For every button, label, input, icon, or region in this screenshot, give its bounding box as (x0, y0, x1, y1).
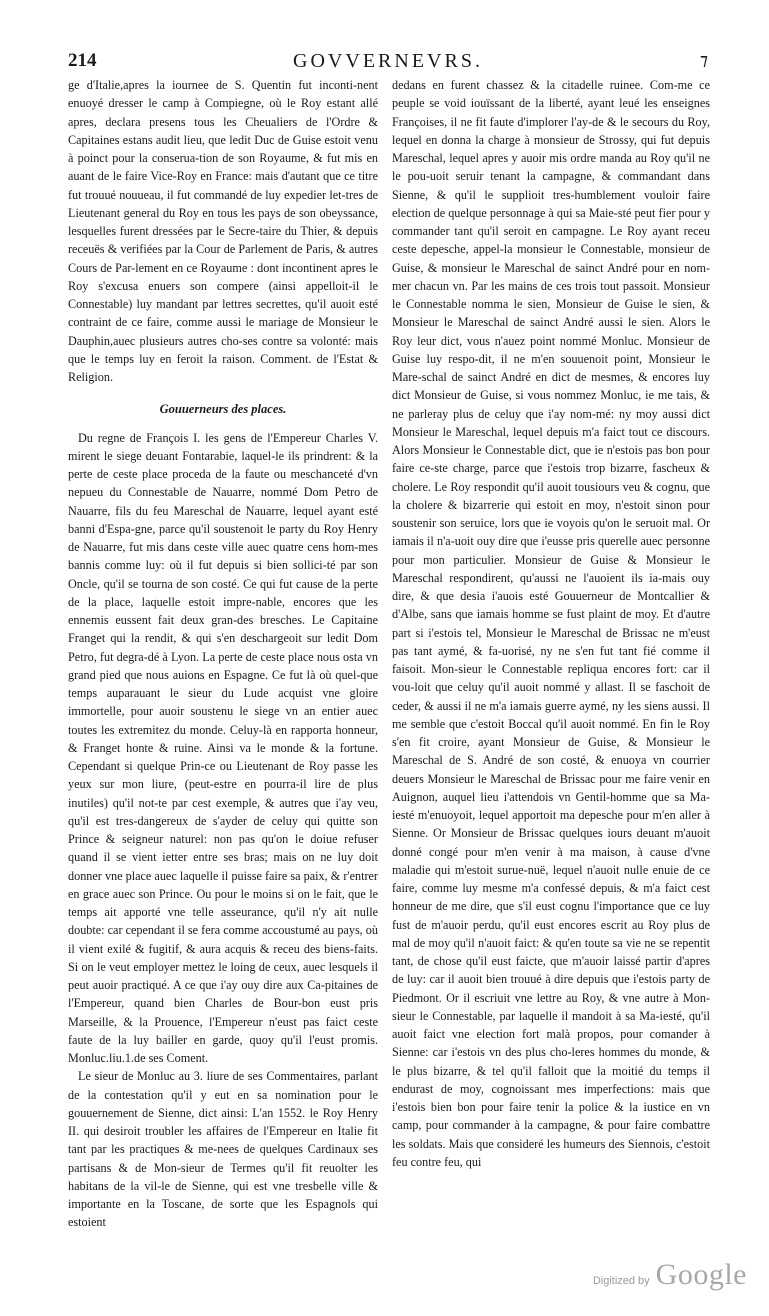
page-header (68, 50, 708, 78)
digitized-watermark (593, 1258, 747, 1292)
running-title: GOVVERNEVRS. (293, 50, 483, 72)
page-number: 214 (68, 50, 97, 71)
google-logo: Google (655, 1258, 747, 1291)
left-column (68, 76, 378, 1232)
section-heading: Gouuerneurs des places. (159, 402, 287, 417)
left-paragraph-3: Le sieur de Monluc au 3. liure de ses Commentaires, parlant de la contestation qu'il y eut en sa nomination pour le gouuernement de Sienne, dict ainsi: L'an 1552. le Roy Henry II. qui desiroit troubler les affaires de l'Empereur en Italie fit tant par les practiques & me-nees de quelques Cardinaux ses partisans & de Mon-sieur de Termes qu'il fit reuolter les habitans de la vil-le de Sienne, qui est vne tresbelle ville & importante en la Toscane, de sorte que les Espagnols qui estoient (68, 1069, 378, 1230)
digitized-by-label: Digitized by (592, 1275, 650, 1287)
left-paragraph-1: ge d'Italie,apres la iournee de S. Quentin fut inconti-nent enuoyé dresser le camp à Compiegne, où le Roy estant allé apres, declara presens tous les Cheualiers de l'Ordre & Capitaines estans audit lieu, que ledit Duc de Guise estoit venu à poinct pour la conserua-tion de son Royaume, & fut mis en auant de le faire Vice-Roy en France: mais d'autant que ce titre fut trouué nouueau, il fut commandé de luy expedier let-tres de Lieutenant general du Roy en tous les pays de son obeyssance, lesquelles furent dressées par le Secre-taire du Thier, & depuis receuës & verifiées par la Cour de Parlement de Paris, & autres Cours de Par-lement en ce Royaume : dont incontinent apres le Roy s'excusa enuers son compere (ainsi appelloit-il le Connestable) luy mandant par lettres secrettes, qu'il auoit esté contraint de ce faire, comme aussi le mariage de Monsieur le Dauphin,auec plusieurs autres cho-ses contre sa volonté: mais que le temps luy en feroit la raison. Comment. de l'Estat & Religion. (68, 78, 378, 384)
corner-mark: ⁊ (700, 50, 708, 69)
right-column (392, 76, 710, 1171)
right-paragraph-1: dedans en furent chassez & la citadelle ruinee. Com-me ce peuple se void iouïssant de la liberté, ayant leué les enseignes Françoises, il ne fit faute d'implorer l'ay-de & le secours du Roy, lequel en donna la charge à monsieur de Strossy, qui fut depuis Mareschal, lequel apres y auoir mis ordre manda au Roy qu'il ne le pou-uoit seruir tenant la campagne, & commandant dans Sienne, & qu'il le supplioit tres-humblement vouloir faire election de quelque personnage à qui sa Maie-sté peut fier pour y commander tant qu'il seroit en campagne. Le Roy ayant receu ceste depesche, appel-la monsieur le Connestable, monsieur de Guise, & monsieur le Mareschal de sainct André pour en nom-mer chacun vn. Par les mains de ces trois tout passoit. Monsieur le Connestable nomma le sien, Monsieur de Guise le sien, & Monsieur le Mareschal de sainct André aussi le sien. Alors le Roy leur dict, vous n'auez point nommé Monluc. Monsieur de Guise luy respo-dit, il ne m'en souuenoit point, Monsieur le Mare-schal de sainct André en dict de mesmes, & encores luy dict Monsieur de Guise, si vous nommez Monluc, ie me tais, & ne parleray plus de celuy que i'ay nom-mé: ny moy aussi dict Monsieur le Mareschal, lequel depuis m'a faict tout ce discours. Alors Monsieur le Connestable dict, que ie n'estois pas bon pour faire ce-ste charge, parce que i'estois trop bizarre, fascheux & cholere. Le Roy respondit qu'il auoit tousiours veu & cognu, que la cholere & bizarrerie qui estoit en moy, n'estoit sinon pour soustenir son seruice, lors que ie voyois qu'on le seruoit mal. Or iamais il n'a-uoit ouy dire que i'eusse pris querelle auec personne pour mon particulier. Monsieur de Guise & Monsieur le Mareschal respondirent, qu'aussi ne l'auoient ils ia-mais ouy dire, & que desia i'auois esté Gouuerneur de Montcallier & d'Albe, sans que iamais homme se fust plaint de moy. Et d'autre part si i'estois tel, Monsieur le Mareschal de Brissac ne m'eust pas tant aymé, & fa-uorisé, ny ne s'en fut tant fié comme il faisoit. Mon-sieur le Connestable repliqua encores fort: car il vou-loit que celuy qu'il auoit nommé y allast. Il se faschoit de ceder, & aussi il ne m'a iamais guerre aymé, ny les siens aussi. Il me semble que c'estoit Boccal qu'il auoit nommé. En fin le Roy s'en fit croire, ayant Monsieur de Guise, & Monsieur le Mareschal de S. André de son costé, & enuoya vn courrier deuers Monsieur le Mareschal de Brissac pour me faire venir en Auignon, auquel lieu i'attendois vn Gentil-homme que sa Ma-iesté m'enuoyoit, lequel apportoit ma depesche pour m'en aller à Sienne. Or Monsieur de Brissac quelques iours deuant m'auoit donné congé pour m'en venir à ma maison, à cause d'vne maladie qui m'estoit surue-nuë, lequel n'auoit nulle enuie de ce faire, comme luy mesme m'a confessé depuis, & m'a faict cest honneur de me dire, que s'il eust cognu l'importance que ce luy fust de m'auoir perdu, qu'il eust encores escrit au Roy plus de mal de moy qu'il n'auoit faict: & qu'en toute sa vie ne se repentit tant, de chose qu'il eust faicte, que m'auoir laissé partir d'apres de luy: car il auoit bien trouué à dire depuis que i'estois party de Piedmont. Or il escriuit vne lettre au Roy, & vne autre à Mon-sieur le Connestable, par laquelle il mandoit à sa Ma-iesté, qu'il auoit faict vne election fort malà propos, pour comander à Sienne: car i'estois vn des plus cho-leres hommes du monde, & le plus bizarre, & tel qu'il falloit que la moitié du temps il endurast de moy, cognoissant mes imperfections: mais que i'estois bien bon pour faire tenir la police & la iustice en vn camp, pour commander à la campagne, & pour faire combattre les soldats. Mais que consideré les humeurs des Siennois, c'estoit feu contre feu, qui (392, 78, 710, 1169)
left-paragraph-2: Du regne de François I. les gens de l'Empereur Charles V. mirent le siege deuant Fontarabie, laquel-le ils prindrent: & la perte de ceste place proceda de la faute ou meschanceté d'vn nepueu du Connestable de Nauarre, nommé Dom Petro de Nauarre, fils du feu Mareschal de Nauarre, lequel ayant esté banni d'Espa-gne, parce qu'il soustenoit le party du Roy Henry de Nauarre, fut mis dans ceste ville auec quatre cens hom-mes bannis comme luy: où il fut depuis si bien sollici-té par son Oncle, qu'il se tourna de son costé. Ce qui fut cause de la perte de la place, laquelle estoit impre-nable, encores que les ennemis eussent fait deux gran-des bresches. Le Capitaine Franget qui la rendit, & qui s'en deschargeoit sur ledit Dom Petro, fut degra-dé à Lyon. La perte de ceste place nous osta vn grand pied que nous auions en Espagne. Ce fut là où quel-que temps auparauant le sieur du Lude acquist vne gloire immortelle, pour auoir soustenu le siege vn an entier auec toutes les extremitez du monde. Celuy-là en rapporta honneur, & Franget honte & ruine. Ainsi va le monde & la fortune. Cependant si quelque Prin-ce ou Lieutenant de Roy passe les yeux sur mon liure, (peut-estre en pourra-il lire de plus inutiles) qu'il not-te par cest exemple, & autres que i'ay veu, qu'il est tres-dangereux de s'ayder de celuy qui quitte son Prince & seigneur naturel: non pas qu'on le doiue refuser quand il se vient ietter entre ses bras; mais on ne luy doit donner vne place auec laquelle il puisse faire sa paix, & r'entrer en grace auec son Prince. Ou pour le moins si on le fait, que le temps ait apporté vne telle asseurance, qu'il n'y ait nulle doubte: car cependant il se fera comme accoustumé au pays, où il vient exilé & fugitif, & aura acquis & receu des biens-faits. Si on le veut employer mettez le loing de ceux, auec lesquels il peut auoir practiqué. A ce que i'ay ouy dire aux Ca-pitaines de l'Empereur, quand bien Charles de Bour-bon eust pris Marseille, & la Prouence, l'Empereur n'eust pas faict ceste faute de la luy bailler en garde, quoy qu'il l'eust promis. Monluc.liu.1.de ses Coment. (68, 430, 378, 1065)
